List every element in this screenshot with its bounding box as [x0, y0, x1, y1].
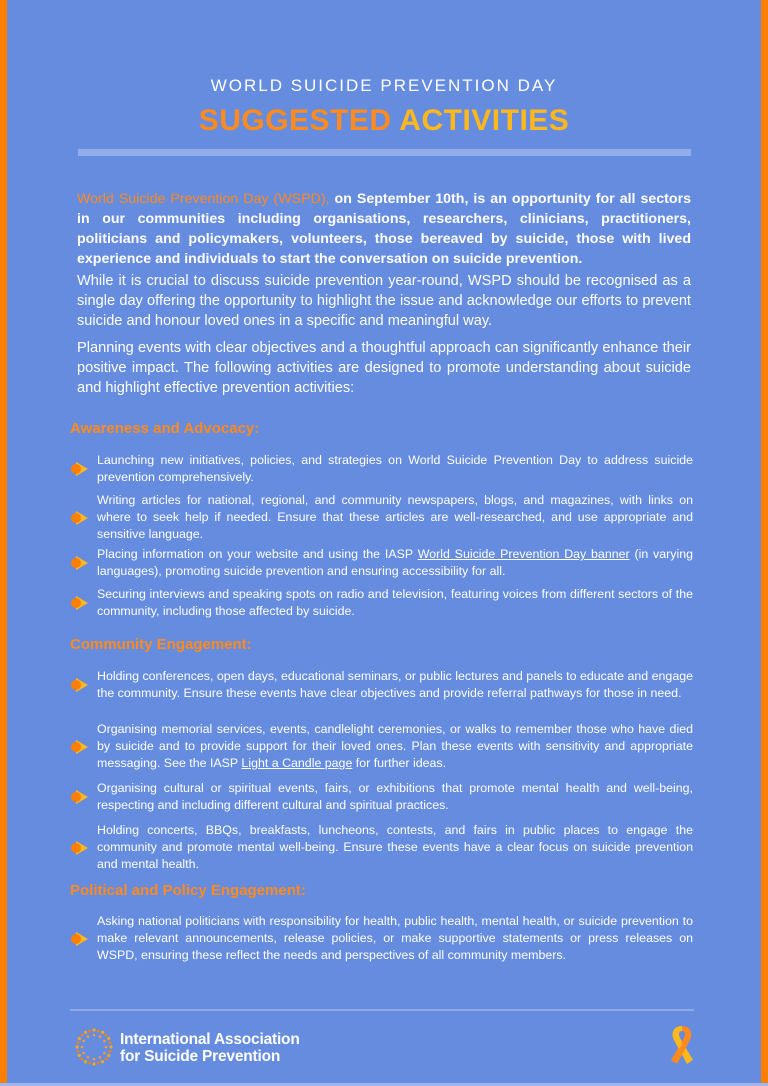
org-name-line-1: International Association [120, 1031, 300, 1048]
bullet-arrow-icon [68, 677, 90, 693]
section-title-awareness: Awareness and Advocacy: [70, 420, 260, 437]
list-item [68, 546, 693, 580]
list-item [68, 822, 693, 873]
list-item-text: Writing articles for national, regional, and community newspapers, blogs, and magazines, with links on where to seek help if needed. Ensure that these articles are well-researched, and use appropriate and sensitive language. [97, 493, 693, 541]
footer-divider [70, 1009, 694, 1011]
list-item-text: Securing interviews and speaking spots on radio and television, featuring voices from different sectors of the community, including those affected by suicide. [97, 587, 693, 618]
page-title [0, 104, 768, 138]
section-title-community: Community Engagement: [70, 636, 252, 653]
list-item [68, 668, 693, 702]
text-segment: Organising memorial services, events, candlelight ceremonies, or walks to remember those who have died by suicide and to provide support for their loved ones. Plan these events with sensitivity and appropriate messaging. See the IASP [97, 722, 693, 770]
bullet-arrow-icon [68, 840, 90, 856]
bullet-arrow-icon [68, 931, 90, 947]
bullet-arrow-icon [68, 789, 90, 805]
awareness-ribbon-icon [667, 1024, 697, 1070]
right-border [761, 0, 768, 1086]
intro-paragraph-3: Planning events with clear objectives and a thoughtful approach can significantly enhance their positive impact. The following activities are designed to promote understanding about suicide and highlight effective prevention activities: [77, 340, 691, 396]
list-item-text: Organising cultural or spiritual events, fairs, or exhibitions that promote mental health and well-being, respecting and including different cultural and spiritual practices. [97, 781, 693, 812]
light-a-candle-link[interactable]: Light a Candle page [241, 756, 353, 770]
text-segment: (in varying languages), promoting suicide prevention and ensuring accessibility for all. [97, 547, 693, 578]
title-part-suggested: SUGGESTED [198, 104, 392, 137]
list-item [68, 913, 693, 964]
page-kicker: WORLD SUICIDE PREVENTION DAY [210, 76, 558, 95]
list-item-text: Holding conferences, open days, educational seminars, or public lectures and panels to educate and engage the community. Ensure these events have clear objectives and provide referral pathways for those in need. [97, 669, 693, 700]
sunburst-logo-icon [74, 1027, 114, 1067]
list-item-text [97, 721, 693, 772]
intro-paragraph-2: While it is crucial to discuss suicide prevention year-round, WSPD should be recognised as a single day offering the opportunity to highlight the issue and acknowledge our efforts to prevent suicide and honour loved ones in a specific and meaningful way. [77, 273, 691, 329]
list-item-text: Launching new initiatives, policies, and strategies on World Suicide Prevention Day to address suicide prevention comprehensively. [97, 453, 693, 484]
intro-body: on September 10th, is an opportunity for all sectors in our communities including organisations, researchers, clinicians, practitioners, politicians and policymakers, volunteers, those bereaved by suicide, those with lived experience and individuals to start the conversation on suicide prevention. [77, 191, 691, 267]
list-item [68, 780, 693, 814]
section-title-political: Political and Policy Engagement: [70, 882, 306, 899]
title-part-activities: ACTIVITIES [399, 104, 570, 137]
bullet-arrow-icon [68, 555, 90, 571]
title-divider [78, 149, 691, 156]
list-item-text: Holding concerts, BBQs, breakfasts, luncheons, contests, and fairs in public places to engage the community and promote mental well-being. Ensure these events have a clear focus on suicide prevention and mental health. [97, 823, 693, 871]
org-name [120, 1031, 300, 1065]
bullet-arrow-icon [68, 595, 90, 611]
list-item [68, 586, 693, 620]
list-item [68, 452, 693, 486]
list-item [68, 492, 693, 543]
list-item [68, 721, 693, 772]
wspd-banner-link[interactable]: World Suicide Prevention Day banner [417, 547, 630, 561]
intro-paragraph-1 [77, 189, 691, 269]
left-border [0, 0, 7, 1086]
bullet-arrow-icon [68, 739, 90, 755]
bullet-arrow-icon [68, 510, 90, 526]
text-segment: Placing information on your website and using the IASP [97, 547, 418, 561]
text-segment: for further ideas. [352, 756, 447, 770]
list-item-text: Asking national politicians with responsibility for health, public health, mental health, or suicide prevention to make relevant announcements, release policies, or make supportive statements or press releases on WSPD, ensuring these reflect the needs and perspectives of all community members. [97, 914, 693, 962]
org-name-line-2: for Suicide Prevention [120, 1048, 281, 1065]
list-item-text [97, 546, 693, 580]
bullet-arrow-icon [68, 461, 90, 477]
intro-lead: World Suicide Prevention Day (WSPD), [77, 191, 330, 207]
